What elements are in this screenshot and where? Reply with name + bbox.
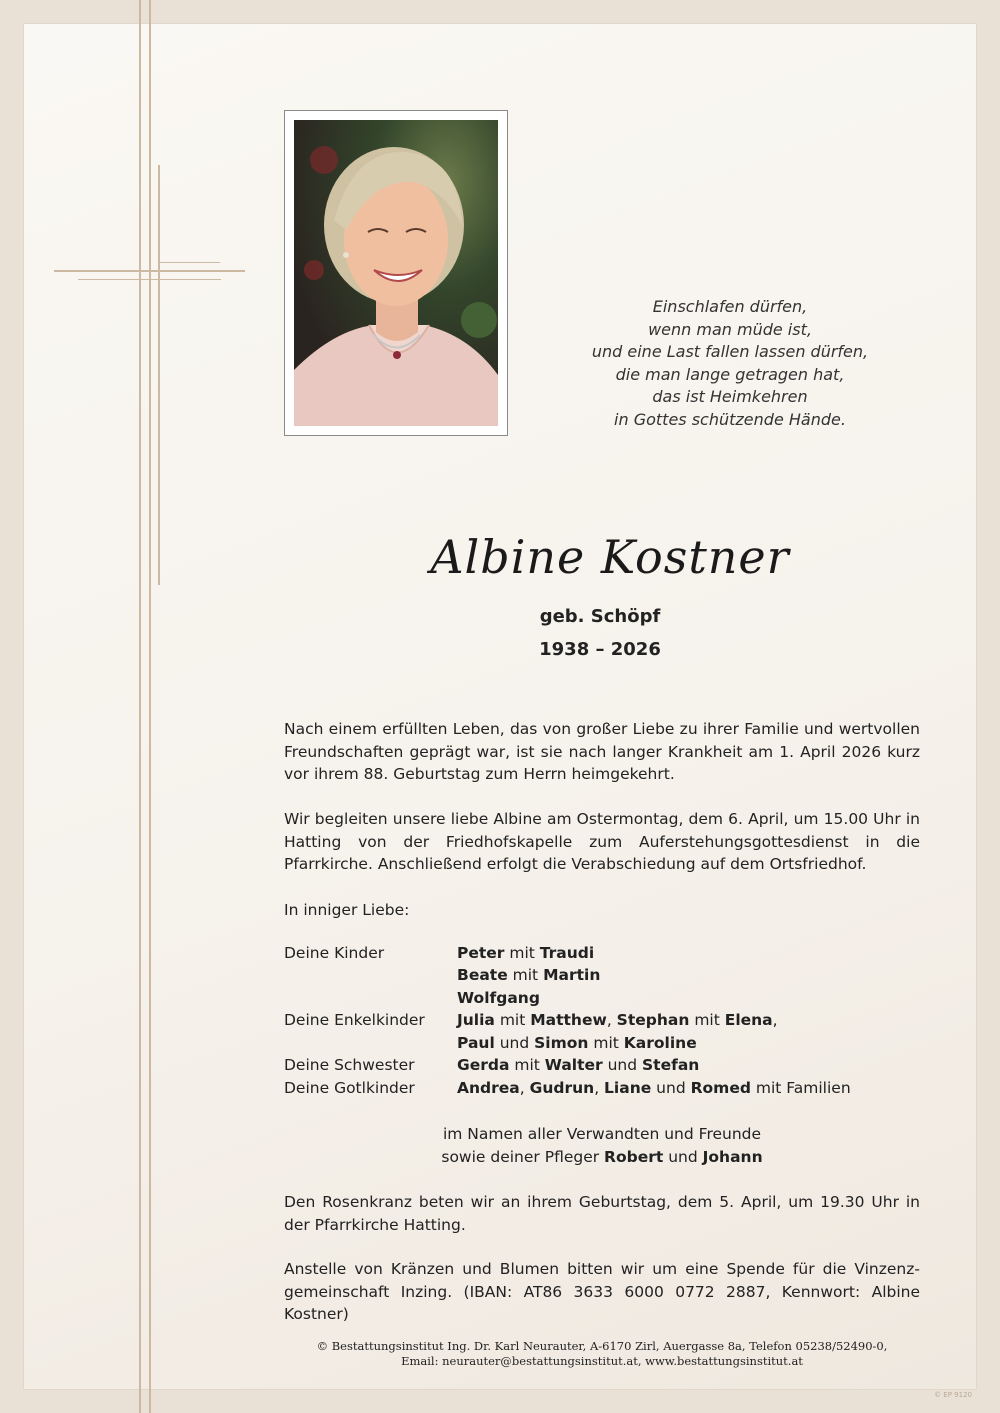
closing-line-2: sowie deiner Pfleger Robert und Johann [441, 1148, 763, 1166]
border-line-vertical-1 [139, 0, 141, 1413]
corner-code: © EP 9120 [934, 1391, 972, 1399]
relatives-grandchildren-line-2: Paul und Simon mit Karoline [457, 1034, 697, 1052]
footer-line-2: Email: neurauter@bestattungsinstitut.at, www.bestattungsinstitut.at [401, 1354, 803, 1368]
relatives-children-line-3: Wolfgang [457, 989, 540, 1007]
life-years: 1938 – 2026 [539, 639, 661, 660]
relatives-children-line-2: Beate mit Martin [457, 966, 601, 984]
cross-vertical [158, 165, 160, 585]
mourners-intro: In inniger Liebe: [284, 901, 410, 919]
relatives-label-godchildren: Deine Gotlkinder [284, 1079, 415, 1097]
footer-line-1: © Bestattungsinstitut Ing. Dr. Karl Neurauter, A-6170 Zirl, Auergasse 8a, Telefon 05238/52490-0, [316, 1339, 888, 1353]
poem-line: und eine Last fallen lassen dürfen, [591, 342, 869, 361]
relatives-label-grandchildren: Deine Enkelkinder [284, 1011, 425, 1029]
poem-line: in Gottes schützende Hände. [614, 409, 846, 429]
relatives-grandchildren-line-1: Julia mit Matthew, Stephan mit Elena, [457, 1011, 778, 1029]
cross-horizontal-3 [158, 262, 220, 263]
poem [560, 296, 900, 431]
paragraph-obituary: Nach einem erfüllten Leben, das von großer Liebe zu ihrer Familie und wertvollen Freundschaften geprägt war, ist sie nach langer Krankheit am 1. April 2026 kurz vor ihrem 88. Geburtstag zum Herrn heimgekehrt. [284, 720, 920, 783]
poem-line: das ist Heimkehren [652, 387, 808, 406]
deceased-name: Albine Kostner [430, 530, 790, 584]
relatives-label-sister: Deine Schwester [284, 1056, 415, 1074]
relatives-label-children: Deine Kinder [284, 944, 385, 962]
relatives-sister-line: Gerda mit Walter und Stefan [457, 1056, 700, 1074]
paragraph-funeral: Wir begleiten unsere liebe Albine am Ostermontag, dem 6. April, um 15.00 Uhr in Hatting von der Friedhofskapelle zum Auferstehungsgottesdienst in die Pfarrkirche. Anschließend erfolgt die Verabschiedung auf dem Ortsfriedhof. [284, 810, 920, 873]
cross-horizontal-1 [54, 270, 245, 272]
portrait-illustration [294, 120, 498, 426]
portrait-photo [294, 120, 498, 426]
poem-line: Einschlafen dürfen, [652, 297, 808, 316]
footer-imprint [284, 1339, 920, 1369]
relatives-children-line-1: Peter mit Traudi [457, 944, 595, 962]
portrait-frame [284, 110, 508, 436]
birth-name: geb. Schöpf [539, 606, 661, 627]
closing-line-1: im Namen aller Verwandten und Freunde [442, 1125, 762, 1143]
paragraph-donation: Anstelle von Kränzen und Blumen bitten wir um eine Spende für die Vinzenz-gemeinschaft Inzing. (IBAN: AT86 3633 6000 0772 2887, Kennwort: Albine Kostner) [284, 1260, 920, 1323]
paragraph-rosary: Den Rosenkranz beten wir an ihrem Geburtstag, dem 5. April, um 19.30 Uhr in der Pfarrkirche Hatting. [284, 1193, 920, 1234]
relatives-godchildren-line: Andrea, Gudrun, Liane und Romed mit Familien [457, 1079, 851, 1097]
border-line-vertical-2 [149, 0, 151, 1413]
cross-horizontal-2 [78, 279, 221, 280]
poem-line: die man lange getragen hat, [615, 364, 845, 384]
poem-line: wenn man müde ist, [648, 319, 812, 339]
